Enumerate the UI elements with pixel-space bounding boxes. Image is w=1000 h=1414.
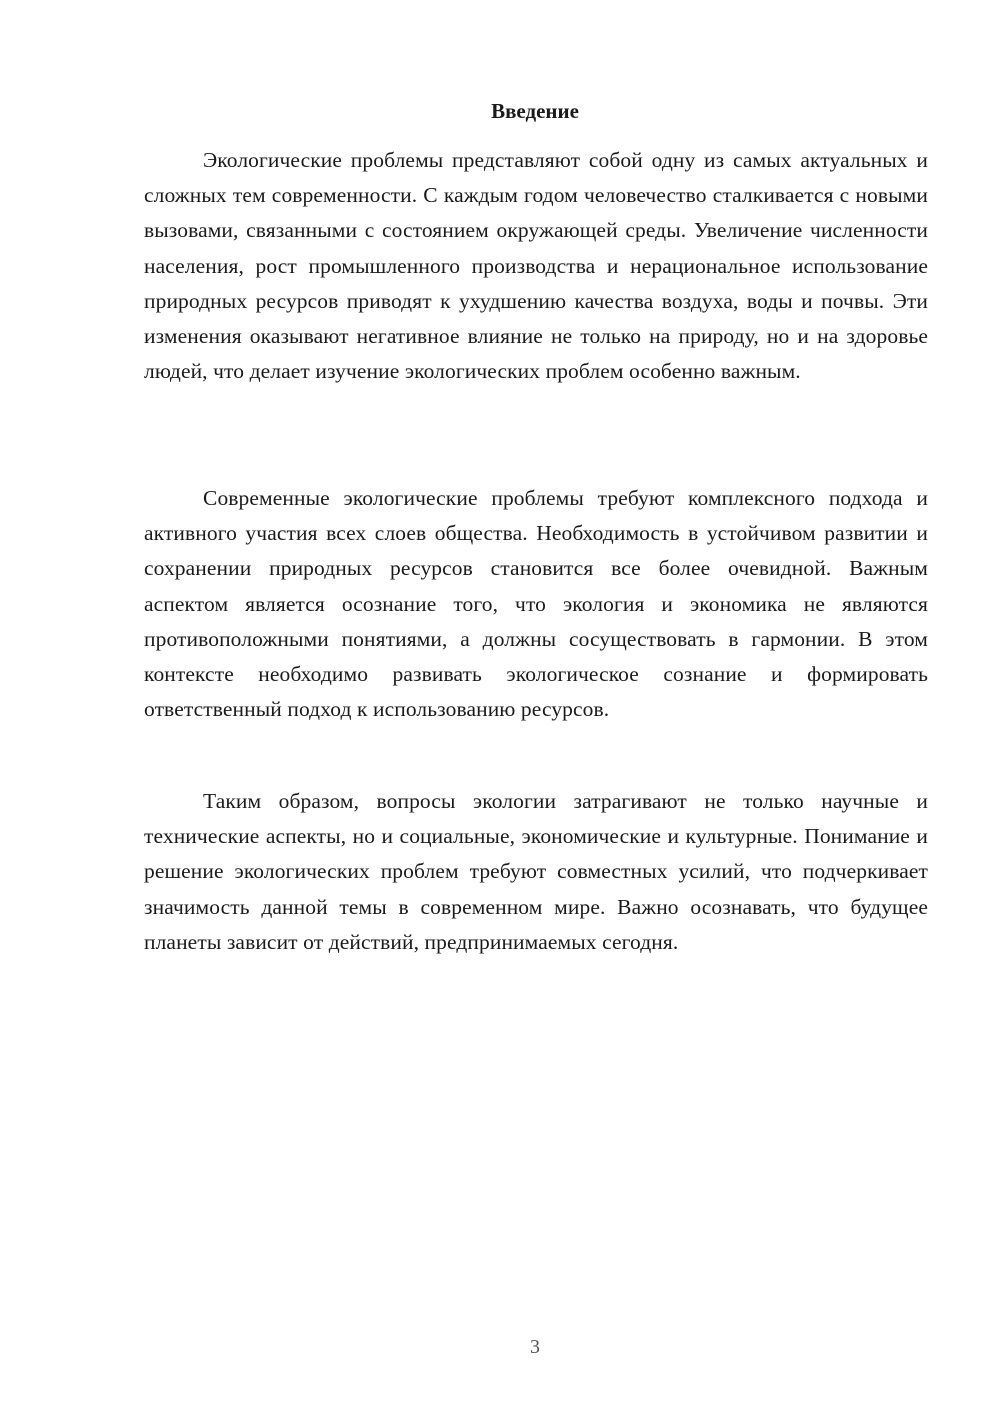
page-number: 3 bbox=[530, 1336, 540, 1358]
paragraph-3: Таким образом, вопросы экологии затрагивают не только научные и технические аспекты, но и социальные, экономические и культурные. Понимание и решение экологических проблем требуют совместных усилий, что подчеркивает значимость данной темы в современном мире. Важно осознавать, что будущее планеты зависит от действий, предпринимаемых сегодня. bbox=[144, 789, 928, 954]
section-heading: Введение bbox=[491, 99, 579, 123]
paragraph-2: Современные экологические проблемы требуют комплексного подхода и активного участия всех слоев общества. Необходимость в устойчивом развитии и сохранении природных ресурсов становится все более очевидной. Важным аспектом является осознание того, что экология и экономика не являются противоположными понятиями, а должны сосуществовать в гармонии. В этом контексте необходимо развивать экологическое сознание и формировать ответственный подход к использованию ресурсов. bbox=[144, 486, 928, 722]
paragraph-1: Экологические проблемы представляют собой одну из самых актуальных и сложных тем современности. С каждым годом человечество сталкивается с новыми вызовами, связанными с состоянием окружающей среды. Увеличение численности населения, рост промышленного производства и нерациональное использование природных ресурсов приводят к ухудшению качества воздуха, воды и почвы. Эти изменения оказывают негативное влияние не только на природу, но и на здоровье людей, что делает изучение экологических проблем особенно важным. bbox=[144, 148, 928, 384]
